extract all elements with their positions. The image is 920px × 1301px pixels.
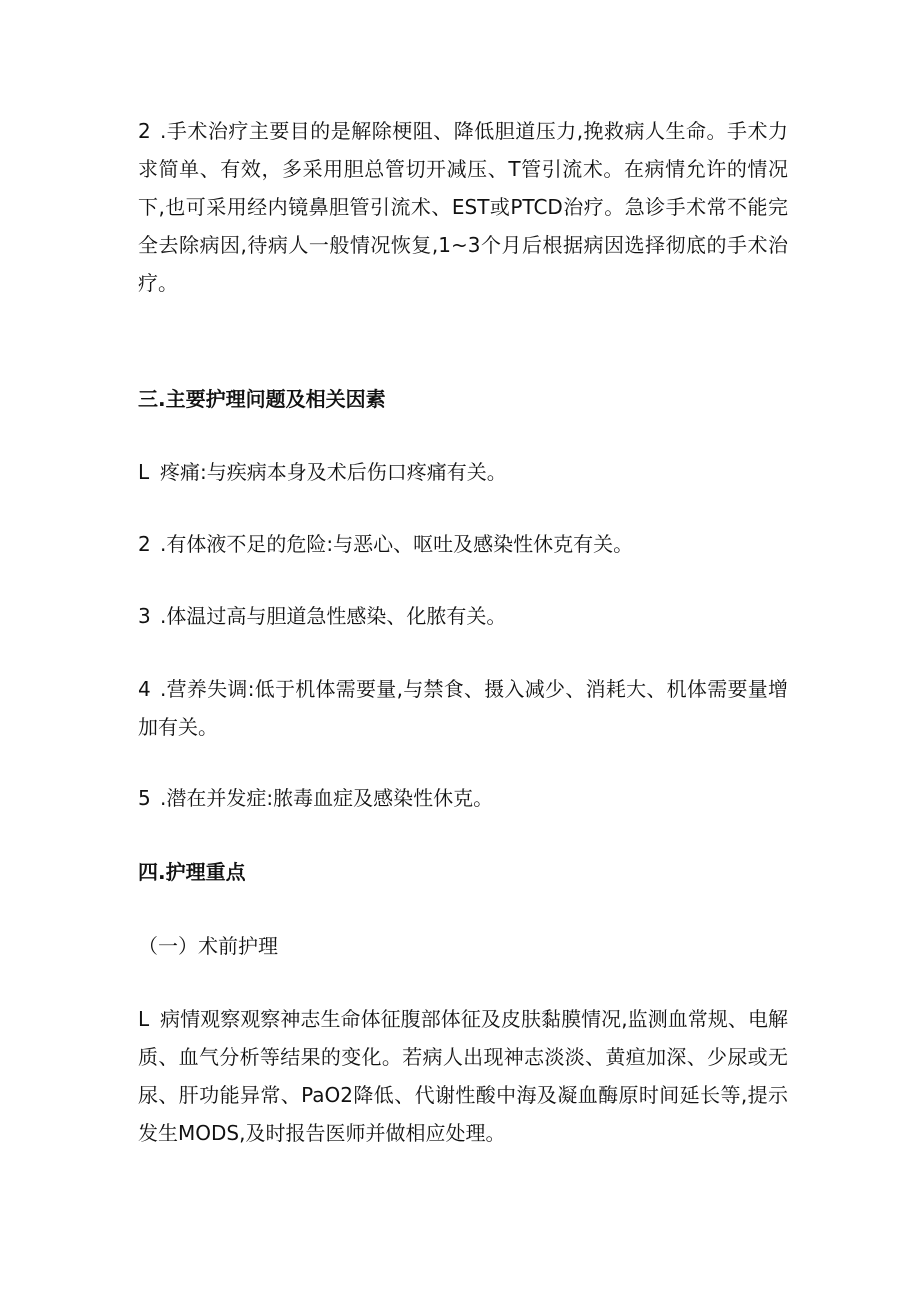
problem-item-3	[138, 597, 506, 635]
item-number: 5	[138, 786, 151, 810]
item-number: L	[138, 1007, 150, 1031]
item-text: .体温过高与胆道急性感染、化脓有关。	[160, 604, 507, 628]
section-heading-focus: 四.护理重点	[138, 860, 246, 884]
item-text: .潜在并发症:脓毒血症及感染性休克。	[160, 786, 494, 810]
item-text: 疼痛:与疾病本身及术后伤口疼痛有关。	[160, 460, 507, 484]
item-text: 病情观察观察神志生命体征腹部体征及皮肤黏膜情况,监测血常规、电解质、血气分析等结果的变化。若病人出现神志淡淡、黄疸加深、少尿或无尿、肝功能异常、PaO2降低、代谢性酸中海及凝血酶原时间延长等,提示发生MODS,及时报告医师并做相应处理。	[138, 1007, 788, 1145]
item-number: 4	[138, 677, 151, 701]
section-heading-problems: 三.主要护理问题及相关因素	[138, 387, 386, 411]
problem-item-1	[138, 453, 507, 491]
item-number: 2	[138, 532, 151, 556]
item-number: L	[138, 460, 150, 484]
item-text: .营养失调:低于机体需要量,与禁食、摄入减少、消耗大、机体需要量增加有关。	[138, 677, 788, 739]
problem-item-4	[138, 670, 788, 746]
observation-paragraph	[138, 1000, 788, 1152]
item-text: .有体液不足的危险:与恶心、呕吐及感染性休克有关。	[160, 532, 634, 556]
item-text: .手术治疗主要目的是解除梗阻、降低胆道压力,挽救病人生命。手术力求简单、有效，多采用胆总管切开减压、T管引流术。在病情允许的情况下,也可采用经内镜鼻胆管引流术、EST或PTCD治疗。急诊手术常不能完全去除病因,待病人一般情况恢复,1~3个月后根据病因选择彻底的手术治疗。	[138, 119, 788, 295]
problem-item-2	[138, 525, 633, 563]
subsection-heading-preop: （一）术前护理	[138, 934, 278, 958]
problem-item-5	[138, 779, 493, 817]
surgery-paragraph	[138, 112, 788, 302]
item-number: 3	[138, 604, 151, 628]
item-number: 2	[138, 119, 151, 143]
